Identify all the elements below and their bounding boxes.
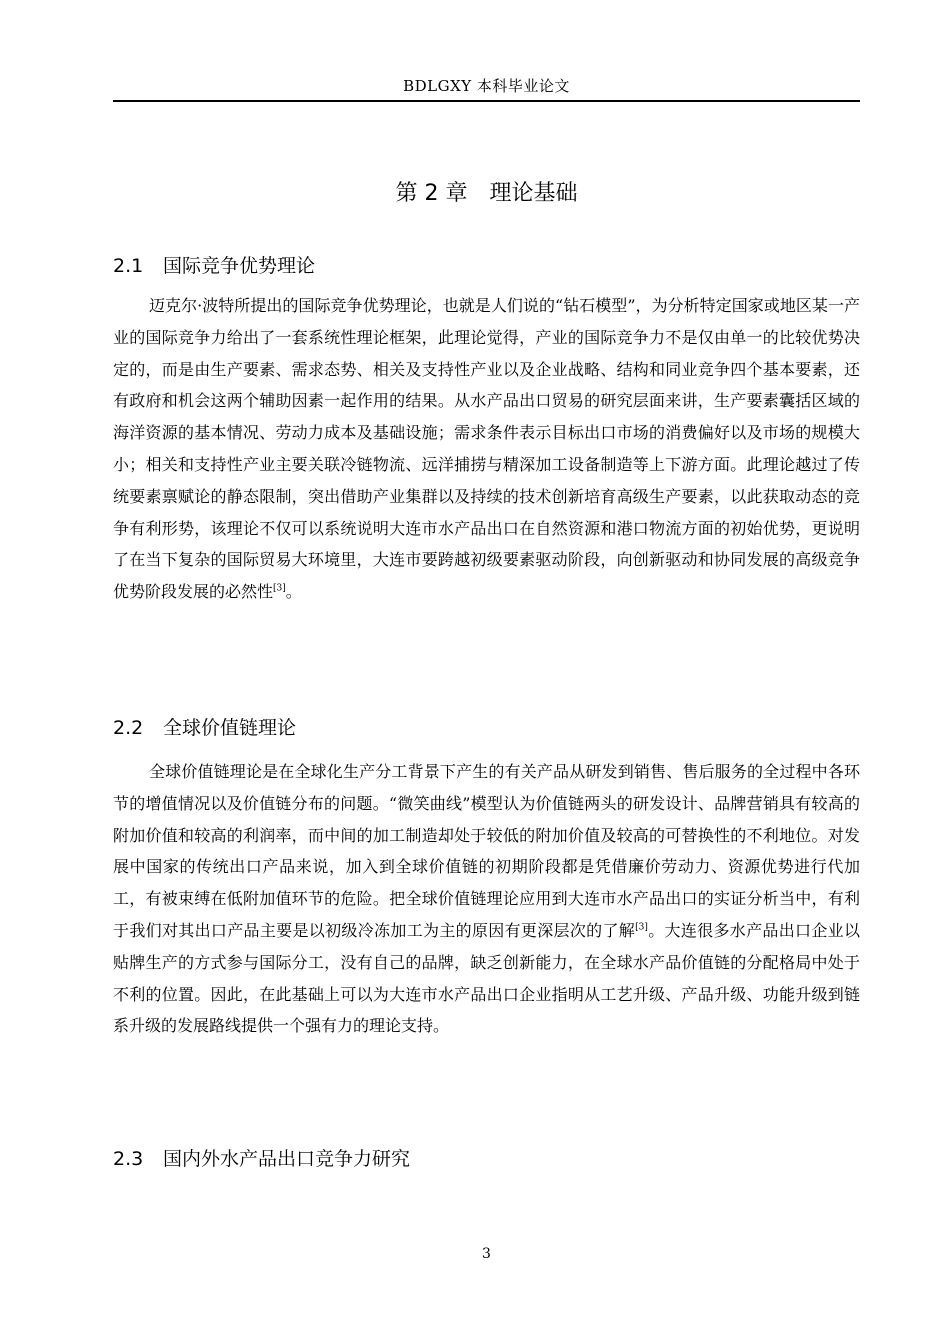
paragraph-tail: 。大连很多水产品出口企业以贴牌生产的方式参与国际分工，没有自己的品牌，缺乏创新能力，在全球水产品价值链的分配格局中处于不利的位置。因此，在此基础上可以为大连市水产品出口企业指明从工艺升级、产品升级、功能升级到链系升级的发展路线提供一个强有力的理论支持。	[113, 920, 860, 1036]
section-heading-2-1	[113, 252, 860, 280]
citation-marker: [3]	[273, 583, 286, 594]
section-number: 2.2	[113, 717, 144, 739]
section-title-text: 全球价值链理论	[163, 717, 297, 739]
section-heading-2-3	[113, 1145, 860, 1173]
paragraph-2-2	[113, 756, 860, 1042]
paragraph-tail: 。	[285, 582, 302, 602]
section-number: 2.3	[113, 1148, 144, 1170]
header-rule	[113, 100, 860, 102]
citation-marker: [3]	[635, 922, 648, 933]
section-heading-2-2	[113, 714, 860, 742]
section-title-text: 国内外水产品出口竞争力研究	[163, 1148, 411, 1170]
chapter-title: 第 2 章 理论基础	[395, 181, 578, 206]
section-number: 2.1	[113, 255, 144, 277]
paragraph-text: 全球价值链理论是在全球化生产分工背景下产生的有关产品从研发到销售、售后服务的全过程中各环节的增值情况以及价值链分布的问题。“微笑曲线”模型认为价值链两头的研发设计、品牌营销具有较高的附加价值和较高的利润率，而中间的加工制造却处于较低的附加价值及较高的可替换性的不利地位。对发展中国家的传统出口产品来说，加入到全球价值链的初期阶段都是凭借廉价劳动力、资源优势进行代加工，有被束缚在低附加值环节的危险。把全球价值链理论应用到大连市水产品出口的实证分析当中，有利于我们对其出口产品主要是以初级冷冻加工为主的原因有更深层次的了解	[113, 762, 860, 940]
page-number: 3	[482, 1246, 491, 1262]
paragraph-text: 迈克尔·波特所提出的国际竞争优势理论，也就是人们说的“钻石模型”，为分析特定国家或地区某一产业的国际竞争力给出了一套系统性理论框架，此理论觉得，产业的国际竞争力不是仅由单一的比较优势决定的，而是由生产要素、需求态势、相关及支持性产业以及企业战略、结构和同业竞争四个基本要素，还有政府和机会这两个辅助因素一起作用的结果。从水产品出口贸易的研究层面来讲，生产要素囊括区域的海洋资源的基本情况、劳动力成本及基础设施；需求条件表示目标出口市场的消费偏好以及市场的规模大小；相关和支持性产业主要关联冷链物流、远洋捕捞与精深加工设备制造等上下游方面。此理论越过了传统要素禀赋论的静态限制，突出借助产业集群以及持续的技术创新培育高级生产要素，以此获取动态的竞争有利形势，该理论不仅可以系统说明大连市水产品出口在自然资源和港口物流方面的初始优势，更说明了在当下复杂的国际贸易大环境里，大连市要跨越初级要素驱动阶段，向创新驱动和协同发展的高级竞争优势阶段发展的必然性	[113, 296, 860, 602]
section-title-text: 国际竞争优势理论	[163, 255, 316, 277]
paragraph-2-1	[113, 290, 860, 608]
running-header: BDLGXY 本科毕业论文	[403, 77, 570, 95]
